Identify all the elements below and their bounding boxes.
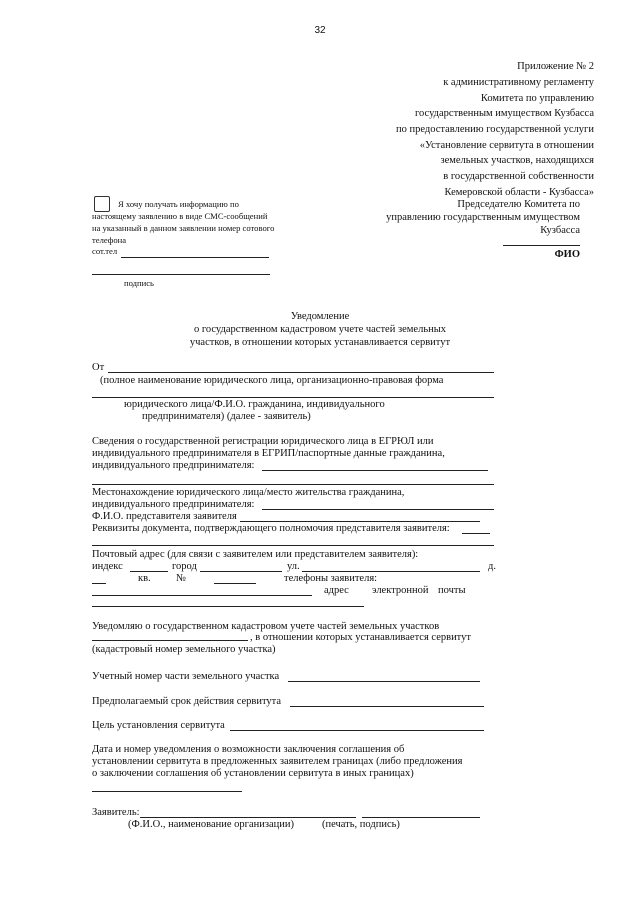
rep-docs-field-2[interactable] [92, 545, 494, 546]
title-line: Уведомление [290, 311, 350, 322]
sms-line: телефона [92, 235, 127, 245]
index-field[interactable] [130, 571, 168, 572]
sms-phone-field[interactable] [121, 257, 269, 258]
signature-label: подпись [124, 278, 154, 288]
appendix-line: Кемеровской области - Кузбасса» [444, 187, 594, 198]
date-line: о заключении соглашения об установлении сервитута в иных границах) [92, 768, 414, 779]
index-label: индекс [92, 561, 123, 572]
notify-hint: (кадастровый номер земельного участка) [92, 644, 276, 655]
title-line: участков, в отношении которых устанавливается сервитут [189, 337, 451, 348]
title-line: о государственном кадастровом учете частей земельных [193, 324, 447, 335]
from-label: От [92, 362, 105, 373]
appendix-line: к административному регламенту [443, 77, 594, 88]
num-label: № [176, 573, 187, 584]
appendix-line: государственным имуществом Кузбасса [415, 108, 594, 119]
rep-docs-label: Реквизиты документа, подтверждающего полномочия представителя заявителя: [92, 523, 450, 534]
registry-line: индивидуального предпринимателя в ЕГРИП/паспортные данные гражданина, [92, 448, 445, 459]
street-label: ул. [287, 561, 300, 572]
applicant-field[interactable] [140, 817, 356, 818]
postal-label: Почтовый адрес (для связи с заявителем или представителем заявителя): [92, 549, 419, 560]
appendix-line: Приложение № 2 [517, 61, 594, 72]
num-field[interactable] [214, 583, 256, 584]
apt-label: кв. [138, 573, 151, 584]
applicant-label: Заявитель: [92, 807, 140, 818]
registry-field-2[interactable] [92, 484, 494, 485]
appendix-line: «Установление сервитута в отношении [419, 140, 594, 151]
from-field[interactable] [108, 372, 494, 373]
appendix-line: по предоставлению государственной услуги [396, 124, 594, 135]
appendix-line: в государственной собственности [443, 171, 594, 182]
house-field[interactable] [92, 583, 106, 584]
sms-line: на указанный в данном заявлении номер сотового [92, 223, 275, 233]
registry-line: индивидуального предпринимателя: [92, 460, 255, 471]
addressee-line: управлению государственным имуществом [386, 212, 580, 223]
appendix-line: Комитета по управлению [480, 93, 594, 104]
from-hint: (полное наименование юридического лица, организационно-правовая форма [100, 375, 444, 386]
account-number-label: Учетный номер части земельного участка [92, 671, 280, 682]
representative-field[interactable] [240, 521, 480, 522]
representative-label: Ф.И.О. представителя заявителя [92, 511, 237, 522]
email-label-3: почты [438, 585, 466, 596]
addressee-line: Кузбасса [540, 225, 580, 236]
city-field[interactable] [200, 571, 282, 572]
email-label-1: адрес [324, 585, 349, 596]
sms-consent-checkbox[interactable] [94, 196, 110, 212]
term-field[interactable] [290, 706, 484, 707]
term-label: Предполагаемый срок действия сервитута [92, 696, 282, 707]
from-hint-3: предпринимателя) (далее - заявитель) [142, 411, 311, 422]
purpose-label: Цель установления сервитута [92, 720, 225, 731]
registry-field[interactable] [262, 470, 488, 471]
email-field[interactable] [92, 606, 364, 607]
sms-line: Я хочу получать информацию по [118, 199, 239, 209]
addressee-line: Председателю Комитета по [457, 199, 580, 210]
from-field-2[interactable] [92, 397, 494, 398]
date-line: Дата и номер уведомления о возможности заключения соглашения об [92, 744, 405, 755]
signature-field[interactable] [92, 274, 270, 275]
sms-phone-label: сот.тел [92, 246, 118, 256]
phones-label: телефоны заявителя: [284, 573, 378, 584]
notify-line: Уведомляю о государственном кадастровом учете частей земельных участков [92, 621, 440, 632]
registry-line: Сведения о государственной регистрации юридического лица в ЕГРЮЛ или [92, 436, 434, 447]
notify-line: , в отношении которых устанавливается сервитут [250, 632, 471, 643]
account-number-field[interactable] [288, 681, 480, 682]
rep-docs-field[interactable] [462, 533, 490, 534]
date-field[interactable] [92, 791, 242, 792]
cadastral-number-field[interactable] [92, 640, 248, 641]
appendix-line: земельных участков, находящихся [440, 155, 594, 166]
house-label: д. [488, 561, 496, 572]
email-label-2: электронной [372, 585, 429, 596]
street-field[interactable] [302, 571, 480, 572]
location-line: индивидуального предпринимателя: [92, 499, 255, 510]
sms-line: настоящему заявлению в виде СМС-сообщений [92, 211, 268, 221]
applicant-hint: (Ф.И.О., наименование организации) [128, 819, 295, 830]
location-line: Местонахождение юридического лица/место жительства гражданина, [92, 487, 405, 498]
seal-field[interactable] [362, 817, 480, 818]
purpose-field[interactable] [230, 730, 484, 731]
fio-field[interactable] [503, 245, 580, 246]
phones-field[interactable] [92, 595, 312, 596]
location-field[interactable] [262, 509, 494, 510]
fio-label: ФИО [554, 249, 580, 260]
seal-hint: (печать, подпись) [322, 819, 400, 830]
page-number: 32 [314, 25, 326, 36]
from-hint-2: юридического лица/Ф.И.О. гражданина, индивидуального [124, 399, 385, 410]
date-line: установлении сервитута в предложенных заявителем границах (либо предложения [92, 756, 463, 767]
city-label: город [172, 561, 197, 572]
